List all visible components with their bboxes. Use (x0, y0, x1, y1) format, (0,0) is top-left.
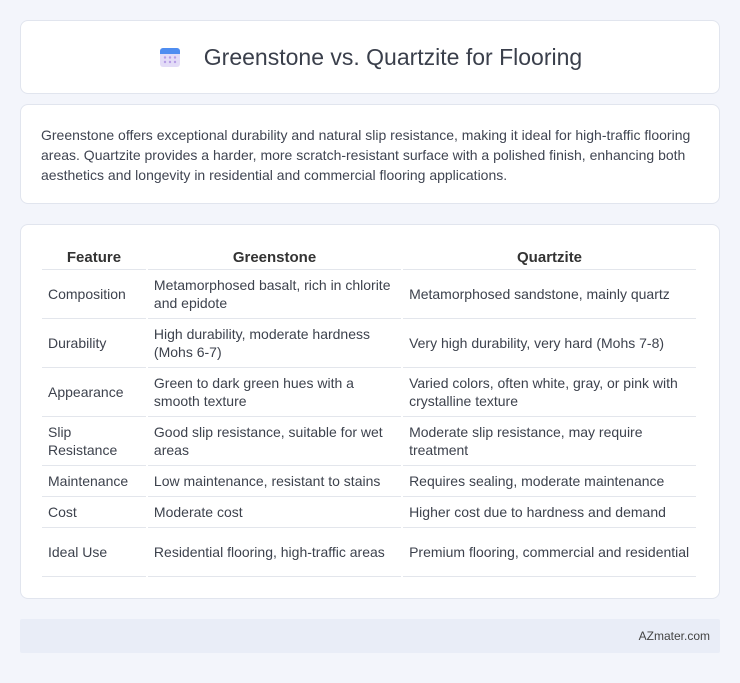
calendar-icon (158, 45, 182, 69)
table-row (42, 497, 696, 528)
description-text: Greenstone offers exceptional durability and natural slip resistance, making it ideal for high-traffic flooring areas. Quartzite provides a harder, more scratch-resistant surface with a polished finish, enhancing both aesthetics and longevity in residential and commercial flooring applications. (41, 127, 691, 183)
table-card (20, 224, 720, 599)
cell-feature: Cost (42, 497, 146, 528)
cell-greenstone: Low maintenance, resistant to stains (148, 466, 401, 497)
header-feature: Feature (42, 245, 146, 270)
cell-quartzite: Moderate slip resistance, may require treatment (403, 417, 696, 466)
table-row (42, 417, 696, 466)
cell-feature: Appearance (42, 368, 146, 417)
cell-feature: Composition (42, 270, 146, 319)
cell-greenstone: Moderate cost (148, 497, 401, 528)
table-row (42, 319, 696, 368)
cell-feature: Maintenance (42, 466, 146, 497)
table-row (42, 466, 696, 497)
cell-greenstone: Green to dark green hues with a smooth texture (148, 368, 401, 417)
cell-quartzite: Premium flooring, commercial and residential (403, 528, 696, 577)
footer-brand: AZmater.com (638, 629, 710, 643)
cell-greenstone: High durability, moderate hardness (Mohs 6-7) (148, 319, 401, 368)
table-header-row (42, 245, 696, 270)
header-quartzite: Quartzite (403, 245, 696, 270)
cell-quartzite: Varied colors, often white, gray, or pink with crystalline texture (403, 368, 696, 417)
header-greenstone: Greenstone (148, 245, 401, 270)
cell-quartzite: Metamorphosed sandstone, mainly quartz (403, 270, 696, 319)
comparison-table (40, 245, 698, 577)
cell-feature: Slip Resistance (42, 417, 146, 466)
cell-greenstone: Good slip resistance, suitable for wet areas (148, 417, 401, 466)
cell-quartzite: Requires sealing, moderate maintenance (403, 466, 696, 497)
cell-feature: Durability (42, 319, 146, 368)
table-row (42, 368, 696, 417)
cell-greenstone: Metamorphosed basalt, rich in chlorite and epidote (148, 270, 401, 319)
cell-quartzite: Higher cost due to hardness and demand (403, 497, 696, 528)
cell-quartzite: Very high durability, very hard (Mohs 7-8) (403, 319, 696, 368)
title-card (20, 20, 720, 94)
table-row (42, 528, 696, 577)
description-card (20, 104, 720, 204)
footer (20, 619, 720, 653)
cell-greenstone: Residential flooring, high-traffic areas (148, 528, 401, 577)
cell-feature: Ideal Use (42, 528, 146, 577)
page-title: Greenstone vs. Quartzite for Flooring (203, 43, 583, 70)
table-row (42, 270, 696, 319)
